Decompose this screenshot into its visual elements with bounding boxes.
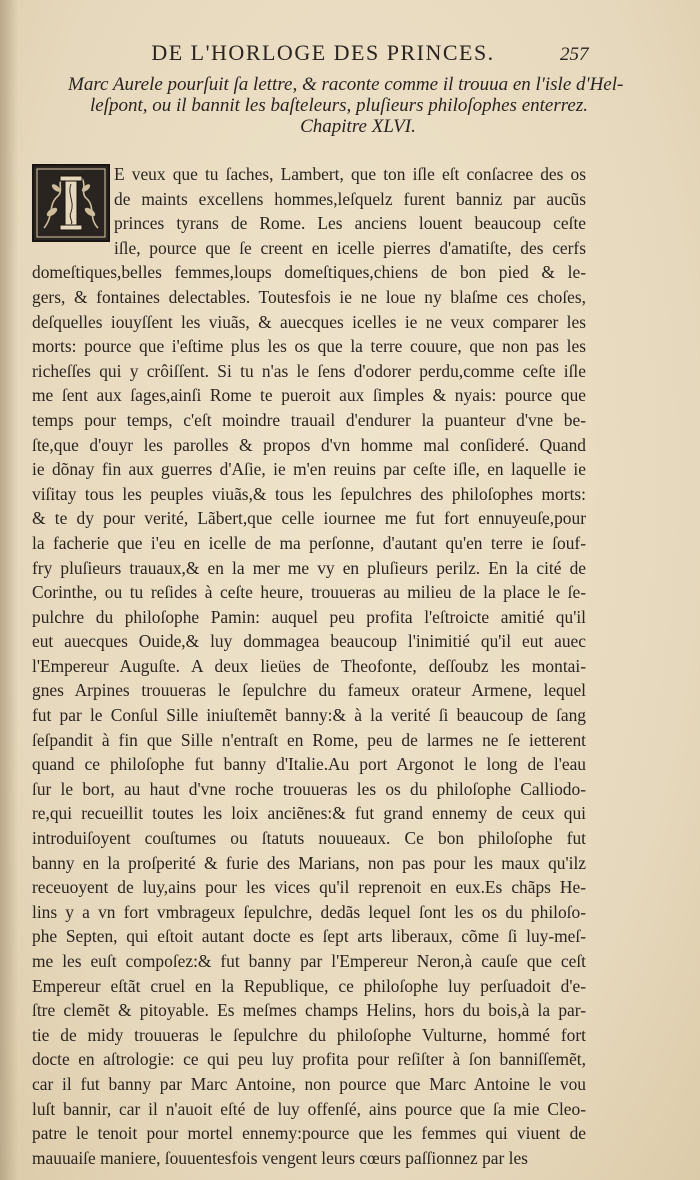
body-line: richeſſes qui y crôiſſent. Si tu n'as le ſens d'odorer perdu,comme ceſte iſle: [32, 360, 586, 381]
body-line: banny en la proſperité & furie des Marians, non pas pour les maux qu'ilz: [32, 852, 586, 873]
body-line: deſquelles iouyſſent les viuãs, & auecques icelles ie ne veux comparer les: [32, 311, 586, 332]
body-line: quand ce philoſophe fut banny d'Italie.Au port Argonot le long de l'eau: [32, 754, 586, 775]
body-line: introduiſoyent couſtumes ou ſtatuts nouueaux. Ce bon philoſophe fut: [32, 828, 586, 849]
body-line: re,qui recueillit toutes les loix anciẽnes:& fut grand ennemy de ceux qui: [32, 803, 586, 824]
body-line: de maints excellens hommes,leſquelz furent banniz par aucũs: [114, 188, 586, 209]
body-line: la facherie que i'eu en icelle de ma perſonne, d'autant qu'en terre ie ſouf-: [32, 532, 586, 553]
body-line: ſtre clemẽt & pitoyable. Es meſmes champs Helins, hors du bois,à la par-: [32, 1000, 586, 1021]
body-line: domeſtiques,belles femmes,loups domeſtiques,chiens de bon pied & le-: [32, 262, 586, 283]
body-line: ſeſpandit à fin que Sille n'entraſt en Rome, peu de larmes ne ſe ietterent: [32, 729, 586, 750]
body-line: pulchre du philoſophe Pamin: auquel peu profita l'eſtroicte amitié qu'il: [32, 606, 586, 627]
body-line: luſt bannir, car il n'auoit eſté de luy offenſé, ains pource que ſa mie Cleo-: [32, 1098, 586, 1119]
chapter-number: Chapitre XLVI.: [300, 116, 416, 137]
body-text: [32, 162, 586, 1170]
chapter-heading-line-1: Marc Aurele pourſuit ſa lettre, & raconte comme il trouua en l'isle d'Hel-: [68, 74, 624, 95]
body-line: gnes Arpines trouueras le ſepulchre du fameux orateur Armene, lequel: [32, 680, 586, 701]
body-line: tie de midy trouueras le ſepulchre du philoſophe Vulturne, hommé fort: [32, 1024, 586, 1045]
page-gutter-shadow: [0, 0, 18, 1180]
body-line: lins y a vn fort vmbrageux ſepulchre, dedãs lequel ſont les os du philoſo-: [32, 901, 586, 922]
body-line: receuoyent de luy,ains pour les vices qu'il reprenoit en eux.Es chãps He-: [32, 877, 586, 898]
body-line: temps pour temps, c'eſt moindre trauail d'endurer la puanteur d'vne be-: [32, 409, 586, 430]
body-line: docte en aſtrologie: ce qui peu luy profita pour reſiſter à ſon banniſſemẽt,: [32, 1049, 586, 1070]
body-line: phe Septen, qui eſtoit autant docte es ſept arts liberaux, cõme ſi luy-meſ-: [32, 926, 586, 947]
body-line: eut auecques Ouide,& luy dommagea beaucoup l'inimitié qu'il eut auec: [32, 631, 586, 652]
body-line: fut par le Conſul Sille iniuſtemẽt banny:& à la verité ſi beaucoup de ſang: [32, 705, 586, 726]
page-number: 257: [560, 44, 589, 65]
body-line: me les euſt compoſez:& fut banny par l'Empereur Neron,à cauſe que ceſt: [32, 951, 586, 971]
body-line: ſte,que d'ouyr les parolles & propos d'vn homme mal conſideré. Quand: [32, 434, 586, 455]
body-line: patre le tenoit pour mortel ennemy:pource que les femmes qui viuent de: [32, 1123, 586, 1144]
body-line: car il fut banny par Marc Antoine, non pource que Marc Antoine le vou: [32, 1073, 586, 1094]
body-line: E veux que tu ſaches, Lambert, que ton iſle eſt conſacree des os: [114, 164, 586, 184]
body-line: Empereur eſtãt cruel en la Republique, ce philoſophe luy perſuadoit d'e-: [32, 975, 586, 996]
body-line: iſle, pource que ſe creent en icelle pierres d'amatiſte, des cerfs: [114, 237, 586, 258]
chapter-heading: [68, 74, 628, 137]
chapter-heading-line-2: leſpont, ou il bannit les baſteleurs, pluſieurs philoſophes enterrez.: [90, 95, 589, 116]
body-line: fry pluſieurs trauaux,& en la mer me vy en pluſieurs perilz. En la cité de: [32, 557, 586, 578]
body-line: mauuaiſe maniere, ſouuentesfois vengent leurs cœurs paſſionnez par les: [32, 1147, 528, 1168]
body-line: ſur le bort, au haut d'vne roche trouueras les os du philoſophe Calliodo-: [32, 778, 586, 799]
body-line: ie dõnay fin aux guerres d'Aſie, ie m'en reuins par ceſte iſle, en laquelle ie: [32, 459, 586, 480]
body-line: morts: pource que i'eſtime plus les os que la terre couure, que non pas les: [32, 336, 586, 357]
body-line: gers, & fontaines delectables. Toutesfois ie ne loue ny blaſme ces choſes,: [32, 286, 586, 307]
body-line: & te dy pour verité, Lãbert,que celle iournee me fut fort ennuyeuſe,pour: [32, 508, 586, 529]
body-line: viſitay tous les peuples viuãs,& tous les ſepulchres des philoſophes morts:: [32, 483, 586, 504]
running-head: DE L'HORLOGE DES PRINCES.: [151, 40, 495, 65]
body-line: princes tyrans de Rome. Les anciens louent beaucoup ceſte: [114, 213, 586, 234]
body-line: Corinthe, ou tu reſides à ceſte heure, trouueras au milieu de la place le ſe-: [32, 582, 586, 603]
body-line: me ſent aux ſages,ainſi Rome te pueroit aux ſimples & nyais: pource que: [32, 385, 586, 406]
body-line: l'Empereur Auguſte. A deux lieües de Theofonte, deſſoubz les montai-: [32, 655, 586, 676]
